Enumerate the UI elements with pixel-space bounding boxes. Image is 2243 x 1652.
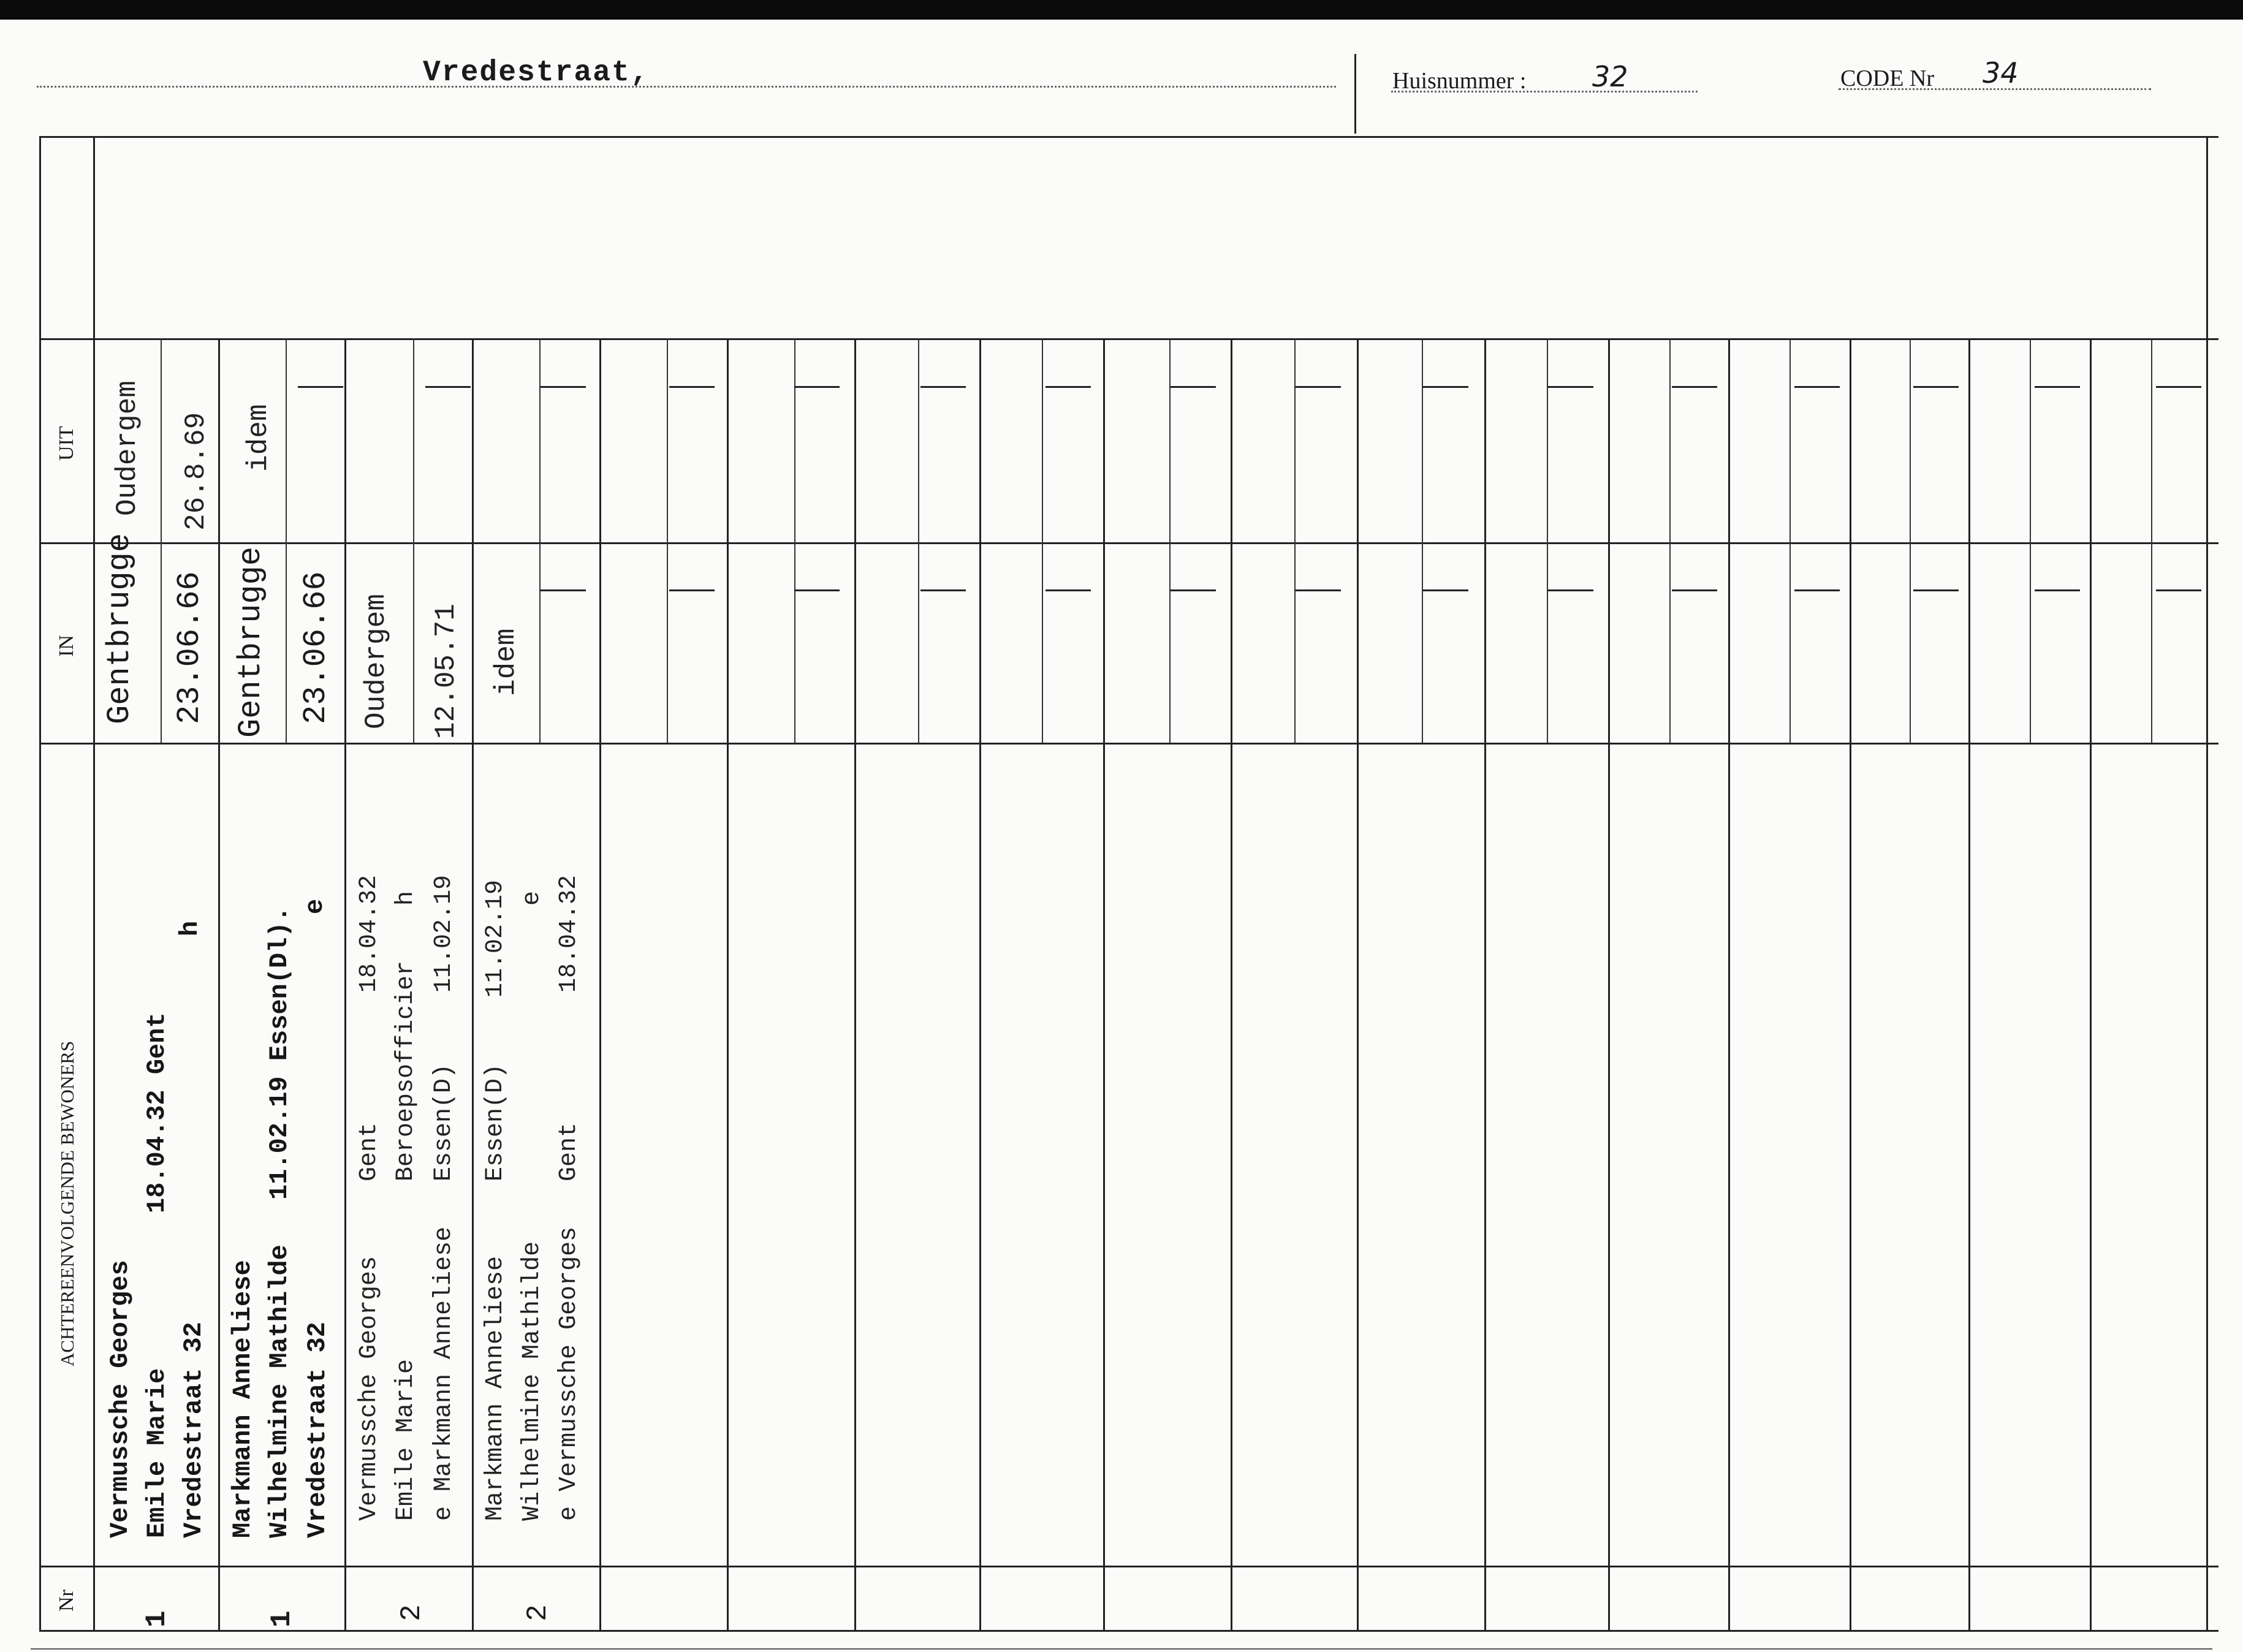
column-header-residents: ACHTEREENVOLGENDE BEWONERS [56,1040,78,1366]
resident-detail: 11.02.19 [482,879,509,998]
sub-column-divider [2030,338,2031,743]
resident-place: Essen(D) [430,1063,458,1181]
resident-line: Markmann Anneliese [228,1260,257,1538]
column-divider [979,338,981,1631]
column-divider [1850,338,1851,1631]
house-number-value: 32 [1592,60,1628,93]
column-divider [854,338,856,1631]
entry-nr: 2 [396,1604,428,1621]
resident-line: Markmann Anneliese [482,1256,509,1521]
column-header-nr: Nr [55,1589,78,1612]
resident-line: e Markmann Anneliese [430,1226,458,1521]
column-divider [344,338,346,1631]
sub-column-divider [539,338,541,743]
sub-column-divider [286,338,287,743]
column-divider [1103,338,1105,1631]
header-column-divider [93,136,95,1631]
page-bottom-edge [31,1648,2212,1650]
scan-top-border [0,0,2243,20]
resident-detail: 11.02.19 Essen(Dl). [265,906,294,1200]
sub-column-divider [1789,338,1791,743]
resident-line: Vermussche Georges [105,1260,135,1538]
sub-column-divider [918,338,919,743]
in-top-line [39,542,2218,544]
sub-column-divider [1294,338,1296,743]
column-divider [599,338,601,1631]
sub-column-divider [1169,338,1171,743]
table-right-border [2206,136,2208,1631]
resident-detail: 18.04.32 [355,874,383,993]
resident-detail: e [300,898,330,914]
column-divider [1608,338,1610,1631]
column-divider [1231,338,1232,1631]
resident-detail: 18.04.32 Gent [142,1012,172,1213]
column-header-in: IN [55,635,78,657]
resident-detail: 18.04.32 [555,874,583,993]
code-label: CODE Nr [1840,66,1935,91]
column-divider [218,338,220,1631]
residents-top-line [39,743,2218,745]
table-left-border [39,136,41,1631]
resident-line: Vredestraat 32 [303,1322,332,1538]
resident-place: Gent [555,1122,583,1181]
column-divider [727,338,729,1631]
sub-column-divider [667,338,668,743]
entry-nr: 1 [141,1610,173,1627]
table-top-border [39,136,2218,138]
header-divider [1354,54,1356,134]
house-number-label: Huisnummer : [1392,68,1527,94]
column-header-uit: UIT [55,426,78,461]
column-divider [1728,338,1730,1631]
resident-line: Vermussche Georges [355,1256,383,1521]
sub-column-divider [1910,338,1911,743]
street-dotted-line [37,86,1336,88]
resident-line: Vredestraat 32 [179,1322,208,1538]
entry-nr: 1 [266,1610,298,1627]
code-number-value: 34 [1983,56,2019,89]
resident-line: e Vermussche Georges [555,1226,583,1521]
in-place: Gentbrugge [102,532,138,724]
in-date: 23.06.66 [172,571,208,724]
sub-column-divider [1042,338,1043,743]
column-divider [1968,338,1970,1631]
uit-top-line [39,338,2218,340]
column-divider [1357,338,1359,1631]
house-number-dotted-line [1391,91,1698,93]
street-name: Vredestraat, [423,56,650,89]
resident-place: Essen(D) [482,1063,509,1181]
resident-detail: h [392,890,420,906]
resident-line: Emile Marie [392,1358,420,1521]
resident-detail: h [175,920,205,936]
sub-column-divider [1422,338,1423,743]
in-date: 23.06.66 [298,571,334,724]
resident-line: Wilhelmine Mathilde [265,1245,294,1538]
out-place: idem [243,404,275,472]
in-place: Oudergem [360,594,392,729]
in-date: 12.05.71 [430,604,462,739]
resident-line: Emile Marie [142,1368,172,1538]
out-date: 26.8.69 [180,412,212,531]
table-bottom-border [39,1630,2218,1632]
entry-nr: 2 [522,1604,554,1621]
sub-column-divider [413,338,414,743]
resident-place: Beroepsofficier [392,960,420,1181]
sub-column-divider [2151,338,2152,743]
nr-top-line [39,1566,2218,1567]
resident-detail: e [518,890,546,906]
sub-column-divider [794,338,795,743]
in-place: Gentbrugge [233,546,269,738]
resident-place: Gent [355,1122,383,1181]
code-dotted-line [1839,88,2151,90]
column-divider [1484,338,1486,1631]
column-divider [2090,338,2092,1631]
column-divider [472,338,474,1631]
sub-column-divider [1669,338,1671,743]
resident-line: Wilhelmine Mathilde [518,1241,546,1521]
out-place: Oudergem [112,381,143,516]
resident-detail: 11.02.19 [430,874,458,993]
sub-column-divider [1547,338,1548,743]
in-place: idem [490,628,522,696]
sub-column-divider [161,338,162,743]
